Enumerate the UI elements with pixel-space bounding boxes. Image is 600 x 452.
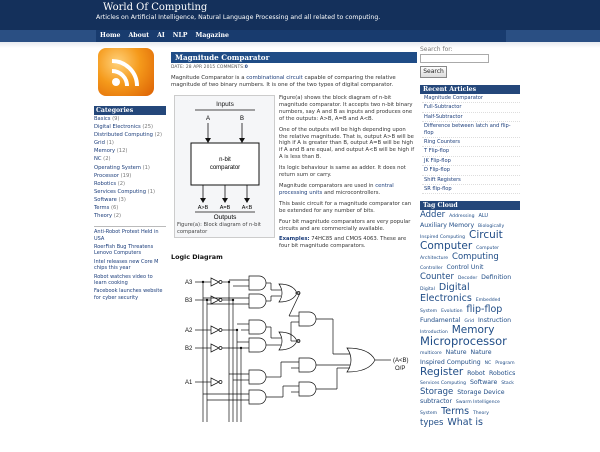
- cpu-link[interactable]: central processing units: [279, 182, 394, 196]
- nav-ai[interactable]: AI: [157, 32, 165, 39]
- tag-link[interactable]: Storage: [420, 387, 454, 398]
- tag-link[interactable]: Auxiliary Memory: [420, 222, 475, 230]
- tag-link[interactable]: Biologically Inspired Computing: [420, 224, 505, 241]
- tag-link[interactable]: Addressing: [449, 214, 475, 220]
- tag-cloud-heading: Tag Cloud: [420, 201, 520, 210]
- output-label: (A<B): [393, 358, 409, 364]
- tag-link[interactable]: Terms: [441, 406, 470, 418]
- tag-link[interactable]: Adder: [420, 210, 446, 221]
- category-item[interactable]: Processor (19): [94, 172, 132, 179]
- fig-arrowhead-b: [239, 138, 245, 143]
- comments-label: COMMENTS:: [216, 65, 245, 70]
- rss-feed-icon[interactable]: [98, 48, 154, 96]
- tag-link[interactable]: Robotics: [489, 370, 516, 378]
- paragraph: One of the outputs will be high depending upon the relative magnitude. That is, output A>B will be high if A is greater than B, output A=B will be high if A and B are equal, and output A<B will be high if A is less than B.: [279, 126, 415, 161]
- nav-menu: [96, 30, 506, 42]
- label-a2: A2: [185, 328, 193, 334]
- tag-link[interactable]: Theory: [472, 411, 489, 417]
- tag-link[interactable]: Counter: [420, 272, 454, 283]
- news-item[interactable]: Robot watches video to learn cooking: [94, 273, 153, 287]
- tag-link[interactable]: types: [420, 418, 444, 429]
- tag-link[interactable]: Storage Device: [457, 389, 505, 397]
- nav-about[interactable]: About: [128, 32, 150, 39]
- tag-link[interactable]: Swarm Intelligence: [455, 400, 500, 406]
- combinational-circuit-link[interactable]: combinational circuit: [246, 75, 303, 81]
- site-header: [0, 0, 600, 30]
- fig-comparator-box: [191, 143, 259, 185]
- post-date: 28 APR 2015: [185, 65, 216, 70]
- category-item[interactable]: Terms (6): [94, 205, 119, 212]
- category-item[interactable]: Grid (1): [94, 140, 114, 147]
- label-a3: A3: [185, 280, 193, 286]
- tag-link[interactable]: subtractor: [420, 398, 452, 406]
- fig-out-gt: A>B: [197, 205, 209, 211]
- post-intro: [171, 75, 417, 89]
- post-body: [279, 95, 415, 254]
- fig-out-eq: A=B: [219, 205, 231, 211]
- fig-out-gt-arrow: [200, 198, 206, 203]
- tag-link[interactable]: Microprocessor: [420, 334, 507, 349]
- paragraph: Figure(a) shows the block diagram of n-bit magnitude comparator. It accepts two n-bit binary numbers, say A and B as inputs and produces one of the outputs: A>B, A=B and A<B.: [279, 95, 413, 122]
- search-label: Search for:: [420, 46, 453, 53]
- recent-articles-list: [420, 94, 520, 194]
- tag-link[interactable]: Stack: [501, 381, 514, 387]
- label-b2: B2: [185, 346, 193, 352]
- tag-link[interactable]: Computer Architecture: [420, 246, 499, 262]
- category-item[interactable]: Operating System (1): [94, 164, 150, 171]
- tag-link[interactable]: Robot: [467, 370, 486, 378]
- recent-article-link[interactable]: Half-Subtractor: [422, 113, 520, 122]
- tag-link[interactable]: Definition: [481, 274, 512, 282]
- intro-text-end: capable of comparing the relative magnitude of two binary numbers. It is one of the two types of digital comparator.: [171, 75, 396, 88]
- recent-articles-heading: Recent Articles: [420, 85, 520, 94]
- fig-input-b: B: [239, 116, 245, 122]
- tag-link[interactable]: Program: [495, 361, 515, 367]
- site-description: Articles on Artificial Intelligence, Natural Language Processing and all related to computing.: [96, 14, 381, 21]
- tag-link[interactable]: Nature Inspired Computing: [420, 349, 492, 367]
- fig-out-lt: A<B: [241, 205, 253, 211]
- comments-count[interactable]: 0: [244, 65, 248, 70]
- tag-link[interactable]: Control Unit: [446, 264, 484, 272]
- label-b3: B3: [185, 298, 193, 304]
- news-item[interactable]: Facebook launches website for cyber security: [94, 288, 163, 301]
- nav-home[interactable]: Home: [100, 32, 121, 39]
- news-item[interactable]: Intel releases new Core M chips this year: [94, 258, 159, 272]
- paragraph: Magnitude comparators are used in central processing units and microcontrollers.: [279, 182, 394, 196]
- recent-article-link[interactable]: JK Flip-flop: [422, 157, 520, 166]
- output-op-label: O/P: [395, 366, 406, 372]
- category-item[interactable]: Services Computing (1): [94, 188, 156, 195]
- tag-link[interactable]: Fundamental: [420, 317, 461, 325]
- tag-link[interactable]: Computer: [420, 240, 473, 253]
- category-item[interactable]: Robotics (2): [94, 180, 126, 187]
- categories-heading: Categories: [94, 106, 166, 115]
- category-item[interactable]: Distributed Computing (2): [94, 132, 162, 139]
- tag-link[interactable]: Evolution: [441, 309, 463, 315]
- paragraph: Its logic behaviour is same as adder. It does not return sum or carry.: [279, 165, 406, 179]
- paragraph: Four bit magnitude comparators are very popular circuits and are commercially available.: [279, 218, 411, 232]
- category-item[interactable]: Theory (2): [94, 213, 122, 220]
- search-button[interactable]: Search: [420, 66, 447, 78]
- tag-link[interactable]: Controller: [420, 266, 443, 272]
- examples-label: Examples:: [279, 236, 310, 243]
- intro-text: Magnitude Comparator is a: [171, 75, 247, 81]
- fig-box-label-2: comparator: [209, 165, 241, 171]
- figure-caption: Figure(a): Block diagram of n-bit comparator: [177, 222, 261, 235]
- logic-diagram-title: Logic Diagram: [171, 253, 223, 261]
- search-input[interactable]: [420, 54, 489, 63]
- paragraph: This basic circuit for a magnitude comparator can be extended for any number of bits.: [279, 200, 412, 214]
- tag-link[interactable]: Memory: [451, 324, 495, 337]
- nav-magazine[interactable]: Magazine: [195, 32, 229, 39]
- label-a1: A1: [185, 380, 193, 386]
- post-content: [171, 52, 417, 386]
- tag-link[interactable]: Grid: [464, 319, 475, 325]
- site-title[interactable]: World Of Computing: [103, 2, 208, 13]
- fig-box-label-1: n-bit: [219, 157, 231, 163]
- tag-link[interactable]: Circuit: [469, 229, 503, 242]
- fig-arrowhead-a: [205, 138, 211, 143]
- category-item[interactable]: NC (2): [94, 156, 111, 163]
- rss-waves-icon: [110, 58, 142, 88]
- tag-link[interactable]: Nature: [445, 349, 467, 357]
- tag-link[interactable]: Software: [469, 379, 498, 387]
- recent-article-link[interactable]: Magnitude Comparator: [422, 94, 520, 103]
- news-item[interactable]: Anti-Robot Protest Held in USA: [94, 229, 159, 242]
- post-title[interactable]: Magnitude Comparator: [171, 52, 417, 63]
- category-item[interactable]: Digital Electronics (25): [94, 124, 154, 131]
- navbar: [0, 30, 600, 42]
- tag-link[interactable]: Services Computing: [420, 381, 467, 387]
- news-item[interactable]: RoerFish Bug Threatens Lenovo Computers: [94, 244, 154, 257]
- tag-link[interactable]: System: [420, 411, 438, 417]
- tag-link[interactable]: Digital: [420, 287, 435, 293]
- recent-article-link[interactable]: SR flip-flop: [422, 185, 520, 194]
- tag-link[interactable]: ALU: [478, 213, 489, 220]
- recent-article-link[interactable]: Ring Counters: [422, 138, 520, 147]
- fig-out-lt-arrow: [244, 198, 250, 203]
- tag-link[interactable]: Computing: [452, 252, 499, 263]
- tag-link[interactable]: Decoder: [457, 276, 478, 282]
- category-list: [94, 115, 166, 220]
- recent-article-link[interactable]: D Flip-flop: [422, 166, 520, 175]
- news-list: [94, 226, 166, 301]
- tag-cloud: [420, 210, 518, 428]
- category-item[interactable]: Software (3): [94, 196, 126, 203]
- date-label: DATE:: [171, 65, 185, 70]
- tag-link[interactable]: multicore: [420, 351, 442, 357]
- logic-diagram: [171, 262, 417, 452]
- category-item[interactable]: Memory (12): [94, 148, 128, 155]
- left-sidebar: [94, 48, 166, 303]
- tag-link[interactable]: Digital Electronics: [420, 282, 472, 305]
- tag-link[interactable]: Introduction: [420, 330, 448, 336]
- recent-article-link[interactable]: T Flip-flop: [422, 147, 520, 156]
- post-meta: [171, 65, 417, 70]
- fig-inputs-label: Inputs: [216, 101, 234, 108]
- fig-out-eq-arrow: [222, 198, 228, 203]
- figure-block-diagram: [174, 95, 275, 238]
- paragraph: [279, 236, 415, 250]
- comparator-block-diagram: [177, 98, 274, 220]
- tag-link[interactable]: Register: [420, 366, 464, 379]
- fig-outputs-label: Outputs: [213, 214, 237, 221]
- recent-article-link[interactable]: Difference between latch and flip-flop: [422, 122, 520, 138]
- tag-link[interactable]: Embedded System: [420, 298, 501, 315]
- recent-article-link[interactable]: Shift Registers: [422, 176, 520, 185]
- tag-link[interactable]: What is: [447, 417, 483, 429]
- tag-link[interactable]: NC: [484, 361, 492, 367]
- tag-link[interactable]: flip-flop: [466, 304, 503, 316]
- fig-input-a: A: [205, 116, 211, 122]
- category-item[interactable]: Basics (9): [94, 116, 120, 122]
- recent-article-link[interactable]: Full-Subtractor: [422, 103, 520, 112]
- tag-link[interactable]: Instruction: [477, 317, 512, 325]
- right-sidebar: [420, 46, 520, 428]
- examples-text: 74HC85 and CMOS 4063. These are four bit magnitude comparators.: [279, 236, 407, 250]
- nav-nlp[interactable]: NLP: [172, 32, 188, 39]
